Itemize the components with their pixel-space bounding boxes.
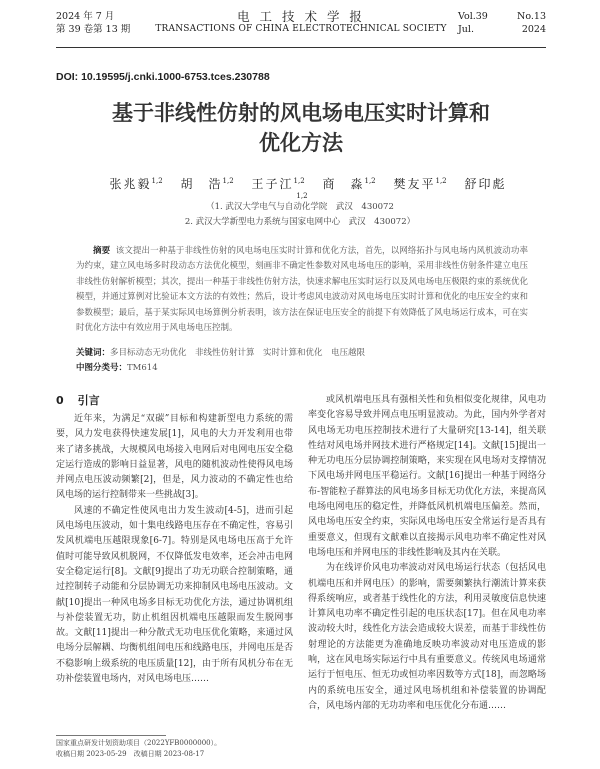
header-volume-issue: 第 39 卷第 13 期: [56, 24, 131, 35]
header-month: Jul.: [458, 24, 474, 35]
abstract-label: 摘要: [93, 246, 111, 256]
section-number: 0: [56, 394, 64, 407]
author: [322, 177, 375, 191]
author-affiliation-mark: 1,2: [364, 177, 376, 185]
section-heading: [56, 392, 114, 408]
header-no: No.13: [517, 11, 546, 22]
body-paragraph: 风速的不确定性使风电出力发生波动[4-5]，进而引起风电场电压波动，如十集电线路电压存在不确定性，容易引发风机端电压越限现象[6-7]。特别是风电场电压高于允许值时可能导致风机脱网，不仅降低发电效率，还会冲击电网安全稳定运行[8]。文献[9]提出了功无功联合控制策略，通过控制转子动能和分层协调无功来抑制风电场电压波动。文献[10]提出一种风电场多目标无功优化方法，通过协调机组与补偿装置无功，防止机组因机端电压越限而发生脱网事故。文献[11]提出一种分散式无功电压优化策略，来通过风电场分层解耦、均衡机组间电压和线路电压，并网电压是否不稳影响上级系统的电压质量[12]，由于所有风机分布在无功补偿装置电场内，对风电场电压……: [56, 505, 293, 685]
keywords-text: 多目标动态无功优化 非线性仿射计算 实时计算和优化 电压越限: [110, 348, 366, 358]
header-year: 2024: [521, 24, 546, 35]
abstract: [76, 244, 528, 336]
author-name: 王子江: [251, 177, 294, 191]
keywords-label: 关键词：: [76, 348, 111, 358]
author-name: 张兆毅: [109, 177, 152, 191]
footnote-funding: 国家重点研发计划资助项目（2022YFB0000000）。: [56, 739, 222, 747]
journal-name-cn: 电 工 技 术 学 报: [237, 9, 365, 24]
author-name: 舒印彪: [464, 177, 507, 191]
author-affiliation-mark: 1,2: [293, 177, 305, 185]
right-column: [308, 393, 546, 714]
author: [252, 177, 305, 191]
author-affiliation-mark: 1,2: [151, 177, 163, 185]
author-affiliation-mark: 1,2: [435, 177, 447, 185]
body-paragraph: 为在线评价风电功率波动对风电场运行状态（包括风电机端电压和并网电压）的影响，需要频繁执行潮流计算来获得系统响应，或者基于线性化的方法，利用灵敏度信息快速计算风电功率不确定性引起的电压状态[17]。但在风电功率波动较大时，线性化方法会造成较大误差，而基于非线性仿射理论的方法能更为准确地反映功率波动对电压造成的影响，这在风电场实际运行中具有重要意义。传统风电场通常运行于恒电压、恒无功或恒功率因数等方式[18]，而忽略场内的系统电压安全，通过风电场机组和补偿装置的协调配合，风电场内部的无功功率和电压优化分布通……: [308, 563, 546, 711]
header-right: [458, 10, 546, 36]
header-vol: Vol.39: [458, 11, 488, 22]
author-name: 胡 浩: [180, 177, 223, 191]
body-paragraph: 近年来，为满足“双碳”目标和构建新型电力系统的需要，风力发电获得快速发展[1]，风电的大力开发利用也带来了诸多挑战，大规模风电场接入电网后对电网电压安全稳定运行造成的影响日益显著，风电的随机波动性使得风电场并网点电压波动频繁[2]，但是，风力波动的不确定性也给风电场的运行控制带来一些挑战[3]。: [56, 414, 293, 501]
doi[interactable]: DOI: 10.19595/j.cnki.1000-6753.tces.230788: [56, 71, 270, 83]
footnote: [56, 738, 221, 760]
classification-code: TM614: [127, 363, 158, 373]
author-affiliation-mark: 1,2: [222, 177, 234, 185]
author: [181, 177, 234, 191]
paper-title: [56, 98, 546, 158]
affiliation-line: 2. 武汉大学新型电力系统与国家电网中心 武汉 430072）: [184, 217, 416, 227]
affiliations: [110, 200, 490, 230]
journal-name-en: TRANSACTIONS OF CHINA ELECTROTECHNICAL SOCIETY: [155, 24, 447, 34]
footnote-dates: 收稿日期 2023-05-29 改稿日期 2023-08-17: [56, 750, 205, 758]
author: [393, 177, 446, 191]
body-paragraph: 或风机端电压具有强相关性和负相似变化规律，风电功率变化容易导致并网点电压明显波动。为此，国内外学者对风电场无功电压控制技术进行了大量研究[13-14]，组关联性结对风电场并网技术进行严格规定[14]。文献[15]提出一种无功电压分层协调控制策略，来实现在风电场对支撑情况下风电场并网电压平稳运行。文献[16]提出一种基于网络分布-智能粒子群算法的风电场多目标无功优化方法，来提高风电场电网电压的稳定性，并降低风机机端电压偏差。然而，风电场电压安全约束，实际风电场电压安全常运行是否具有重要意义，但现有文献难以直接揭示风电功率不确定性对风电场电压和并网电压的非线性影响及其内在关联。: [308, 395, 546, 558]
author-name: 商 淼: [322, 177, 365, 191]
title-line-1: 基于非线性仿射的风电场电压实时计算和: [112, 101, 490, 125]
author-name: 樊友平: [393, 177, 436, 191]
title-line-2: 优化方法: [259, 131, 343, 155]
footnote-rule: [56, 735, 166, 736]
left-column: [56, 412, 293, 687]
classification: [76, 361, 528, 373]
author-affiliation-mark: 1,2: [296, 192, 308, 200]
abstract-text: 该文提出一种基于非线性仿射的风电场电压实时计算和优化方法，首先，以网络拓扑与风电场内风机波动功率为约束，建立风电场多时段动态方法优化模型，刻画非不确定性参数对风电场电压的影响，采用非线性仿射条件建立电压非线性仿射解析模型；其次，提出一种基于非线性仿射方法，快速求解电压实时运行以及风电场电压极限约束的系统优化模型，并通过算例对比验证本文方法的有效性；然后，设计考虑风电波动对风电场电压实时计算和优化的电压安全约束和参数模型；最后，基于某实际风电场算例分析表明，该方法在保证电压安全的前提下有效降低了风电场运行成本，可在实时优化方法中有效应用于风电场电压控制。: [76, 246, 528, 334]
header-rule: [56, 47, 546, 48]
running-header: [56, 8, 546, 42]
section-title: 引言: [77, 394, 100, 407]
author: [110, 177, 163, 191]
affiliation-line: （1. 武汉大学电气与自动化学院 武汉 430072: [206, 202, 394, 212]
keywords: [76, 346, 528, 358]
header-date: 2024 年 7 月: [56, 11, 115, 22]
classification-label: 中图分类号：: [76, 363, 128, 373]
